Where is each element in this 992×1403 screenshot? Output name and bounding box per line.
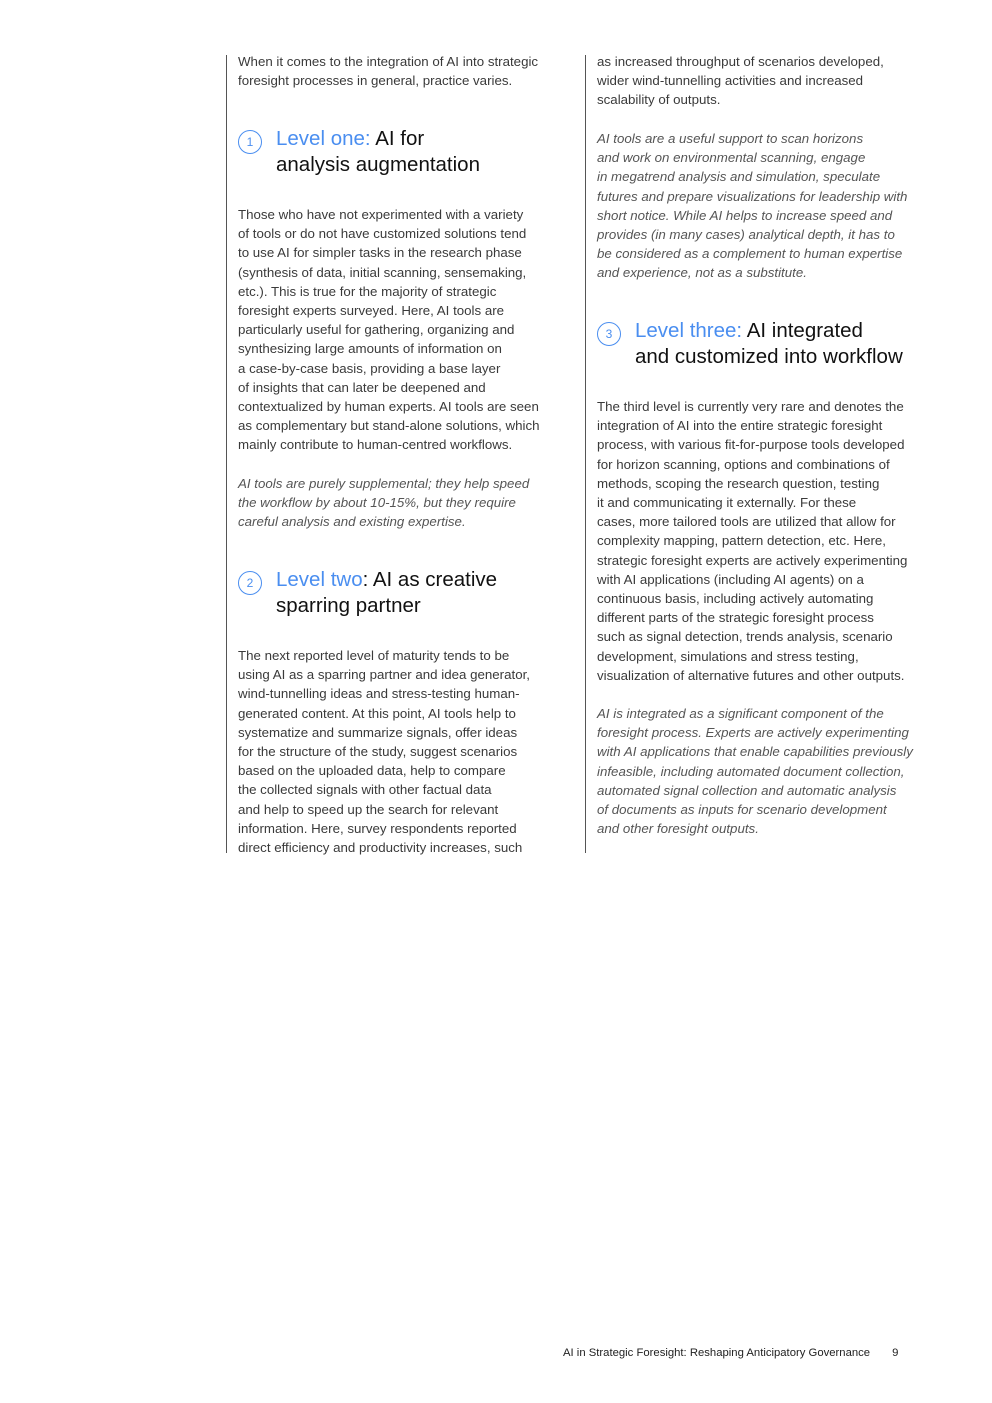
text-line: be considered as a complement to human expertise	[597, 246, 903, 262]
level-one-number-icon: 1	[238, 130, 262, 154]
text-line: and experience, not as a substitute.	[597, 265, 807, 281]
text-line: of tools or do not have customized solutions tend	[238, 226, 527, 242]
text-line: etc.). This is true for the majority of strategic	[238, 283, 497, 299]
text-line: foresight processes in general, practice varies.	[238, 73, 513, 89]
level-title: analysis augmentation	[276, 153, 480, 176]
text-line: using AI as a sparring partner and idea generator,	[238, 667, 530, 683]
text-line: of documents as inputs for scenario development	[597, 802, 887, 818]
text-line: to use AI for simpler tasks in the research phase	[238, 245, 522, 261]
text-line: of insights that can later be deepened and	[238, 379, 486, 395]
level-one-quote	[238, 474, 583, 532]
page-footer	[563, 1347, 898, 1359]
level-title: : AI as creative	[362, 568, 498, 591]
text-line: generated content. At this point, AI tools help to	[238, 705, 516, 721]
text-line: the workflow by about 10-15%, but they require	[238, 495, 516, 511]
text-line: automated signal collection and automatic analysis	[597, 782, 897, 798]
text-line: AI is integrated as a significant component of the	[597, 706, 884, 721]
text-line: with AI applications (including AI agents) on a	[597, 571, 864, 587]
text-line: wider wind-tunnelling activities and increased	[597, 73, 864, 89]
text-line: infeasible, including automated document collection,	[597, 763, 905, 779]
text-line: short notice. While AI helps to increase speed and	[597, 207, 893, 223]
level-one-heading	[276, 126, 480, 178]
left-intro	[238, 52, 583, 90]
text-line: and work on environmental scanning, engage	[597, 150, 866, 166]
text-line: methods, scoping the research question, testing	[597, 475, 880, 491]
text-line: information. Here, survey respondents reported	[238, 820, 517, 836]
text-line: and help to speed up the search for relevant	[238, 801, 499, 817]
text-line: particularly useful for gathering, organizing and	[238, 322, 515, 338]
text-line: Those who have not experimented with a variety	[238, 207, 524, 222]
right-continuation	[597, 52, 942, 110]
text-line: for the structure of the study, suggest scenarios	[238, 744, 518, 760]
text-line: complexity mapping, pattern detection, etc. Here,	[597, 533, 886, 549]
page-number: 9	[892, 1347, 899, 1359]
text-line: process, with various fit-for-purpose tools developed	[597, 437, 905, 453]
text-line: systematize and summarize signals, offer ideas	[238, 724, 518, 740]
level-two-heading	[276, 567, 497, 619]
right-column-rule	[585, 55, 586, 853]
text-line: cases, more tailored tools are utilized that allow for	[597, 514, 896, 530]
level-three-body	[597, 397, 942, 685]
level-label: Level two	[276, 568, 363, 591]
text-line: The third level is currently very rare and denotes the	[597, 399, 904, 414]
text-line: AI tools are a useful support to scan horizons	[597, 131, 864, 146]
text-line: direct efficiency and productivity increases, such	[238, 840, 523, 856]
level-title: and customized into workflow	[635, 345, 903, 368]
text-line: such as signal detection, trends analysis, scenario	[597, 629, 893, 645]
level-two-number-icon: 2	[238, 571, 262, 595]
text-line: in megatrend analysis and simulation, speculate	[597, 169, 881, 185]
text-line: The next reported level of maturity tends to be	[238, 648, 510, 663]
text-line: AI tools are purely supplemental; they help speed	[238, 476, 530, 491]
text-line: foresight process. Experts are actively experimenting	[597, 725, 909, 741]
text-line: continuous basis, including actively automating	[597, 591, 874, 607]
text-line: based on the uploaded data, help to compare	[238, 763, 506, 779]
footer-title: AI in Strategic Foresight:	[563, 1347, 687, 1359]
text-line: careful analysis and existing expertise.	[238, 514, 466, 530]
text-line: as increased throughput of scenarios developed,	[597, 54, 884, 69]
text-line: foresight experts surveyed. Here, AI tools are	[238, 303, 505, 319]
level-title: AI for	[375, 127, 425, 150]
level-three-number-icon: 3	[597, 322, 621, 346]
text-line: integration of AI into the entire strategic foresight	[597, 418, 883, 434]
text-line: development, simulations and stress testing,	[597, 648, 859, 664]
level-label: Level one:	[276, 127, 371, 150]
text-line: it and communicating it externally. For these	[597, 495, 857, 511]
level-title: AI integrated	[746, 319, 863, 342]
text-line: mainly contribute to human-centred workflows.	[238, 437, 513, 453]
text-line: a case-by-case basis, providing a base layer	[238, 360, 501, 376]
footer-subtitle: Reshaping Anticipatory Governance	[686, 1347, 871, 1359]
level-two-quote	[597, 129, 942, 283]
text-line: visualization of alternative futures and other outputs.	[597, 667, 905, 683]
text-line: provides (in many cases) analytical depth, it has to	[597, 227, 895, 243]
text-line: (synthesis of data, initial scanning, sensemaking,	[238, 264, 527, 280]
text-line: the collected signals with other factual data	[238, 782, 492, 798]
level-three-quote	[597, 704, 942, 838]
text-line: synthesizing large amounts of information on	[238, 341, 502, 357]
level-two-body	[238, 646, 583, 857]
level-one-body	[238, 205, 583, 455]
text-line: and other foresight outputs.	[597, 821, 759, 837]
text-line: wind-tunnelling ideas and stress-testing human-	[238, 686, 520, 702]
text-line: as complementary but stand-alone solutions, which	[238, 418, 540, 434]
text-line: strategic foresight experts are actively experimenting	[597, 552, 908, 568]
text-line: futures and prepare visualizations for leadership with	[597, 188, 908, 204]
text-line: scalability of outputs.	[597, 92, 721, 108]
level-title: sparring partner	[276, 594, 421, 617]
text-line: different parts of the strategic foresight process	[597, 610, 874, 626]
text-line: contextualized by human experts. AI tools are seen	[238, 399, 539, 415]
text-line: with AI applications that enable capabilities previously	[597, 744, 913, 760]
left-column-rule	[226, 55, 227, 853]
level-label: Level three:	[635, 319, 743, 342]
text-line: When it comes to the integration of AI into strategic	[238, 54, 539, 69]
text-line: for horizon scanning, options and combinations of	[597, 456, 890, 472]
level-three-heading	[635, 318, 903, 370]
